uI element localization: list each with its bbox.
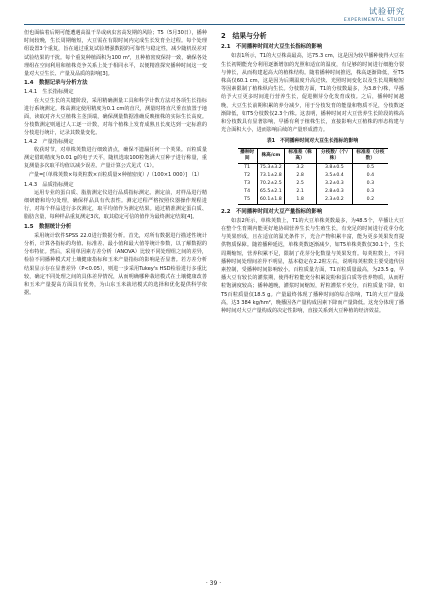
section-heading-1-4-3: 1.4.3 品质指标测定 [24,181,74,188]
section-heading-2-2: 2.2 不同播种时间对大豆产量指标的影响 [221,208,323,215]
table-header: 标准差（分枝数） [353,148,388,163]
table-header: 播种时间 [240,149,255,161]
table-cell: 60.1±1.8 [257,196,284,205]
section-heading-1-4: 1.4 数据记录与分析方法 [24,80,88,87]
paragraph: 但也面临着后期可能遭遇高温干旱或病虫害高发期的风险；T5（5月30日），播种时间较晚，生长周期缩短，大豆需在有限时间内完成生长发育全过程。每个处理组设置3个重复，旨在通过重复试验增强数据的可靠性与稳定性，减少随机误差对试验结果的干扰。每个重复种植面积为100 m²，且种植密度保持一致，确保各处理组在空间利用和植株竞争关系上处于相同水平，以便精准探究播种时间这一变量对大豆生长、产量及品质的影响[3]。 [24,30,207,78]
table-cell: 0.5 [353,163,388,172]
growth-table [238,148,388,205]
table-cell: 70.2±2.5 [257,180,284,188]
table-cell: 75.3±3.2 [257,163,284,172]
table-header: 株高/cm [257,148,284,163]
table-cell: 3.2±0.3 [316,180,353,188]
section-heading-1-4-2: 1.4.2 产量指标测定 [24,138,74,145]
section-heading-1-4-1: 1.4.1 生长指标测定 [24,89,74,96]
table-cell: 3.5±0.4 [316,172,353,180]
section-heading-2-1: 2.1 不同播种时间对大豆生长指标的影响 [221,44,323,51]
table-cell: 73.1±2.8 [257,172,284,180]
header-title-en: EXPERIMENTAL STUDY [343,18,405,23]
table-row [238,180,388,188]
table-cell: 0.2 [353,196,388,205]
table-cell: 2.3±0.2 [316,196,353,205]
paragraph: 如表1所示，T1的大豆株高最高，达75.3 cm，这是因为较早播种使得大豆在生长初期能充分利用逐渐增加的光照和适宜的温度，有足够的时间进行细胞分裂与伸长，从而构建起高大的植株结构。随着播种时间推迟，株高逐渐降低，至T5株高仅60.1 cm，这是因为后期温度升高过快、光照时间变化以及生长周期缩短等因素限制了植株纵向生长。分枝数方面，T1的分枝数最多，为3.8个/株，早播给予大豆更多时间进行营养生长，促进侧芽分化发育成枝。之后，播种时间越晚，大豆生长前期积累的养分减少，用于分枝发育的能量和物质不足，分枝数逐渐降低，如T5分枝数仅2.3个/株。这表明，播种时间对大豆营养生长阶段的株高和分枝数具有显著影响，早播有利于植株生长，直接影响大豆植株的形态构建与光合面积大小，进而影响后续的产量形成潜力。 [221,53,404,134]
table-row [238,188,388,196]
paragraph: 收获时节，对单株荚数进行细致清点，确保不遗漏任何一个荚果。百粒质量测定借助精度为0.01 g的电子天平，随机选取100粒饱满大豆种子进行称量，重复测量多次取平均值以减少误差。产量计算公式见式（1）。 [24,146,207,170]
table-cell: 0.3 [353,188,388,196]
formula-number: （1） [188,172,203,179]
table-cell: T3 [244,180,251,186]
table-cell: T1 [244,164,251,170]
formula [24,171,207,179]
table-cell: 2.1 [284,188,316,196]
table-cell: 0.3 [353,180,388,188]
paragraph: 运用专业的蛋白质、脂肪测定仪进行品质指标测定。测定前，对样品进行精细研磨和均匀处理，确保样品具有代表性。测定过程严格按照仪器操作规程进行，对每个样品进行多次测定，取平均值作为测定结果。通过精准测定蛋白质、脂肪含量，每种样品重复测定3次，取其稳定可信的值作为最终测定结果[4]。 [24,189,207,221]
table-cell: T4 [244,188,251,194]
table-cell: T5 [244,196,251,202]
paragraph: 采用统计软件SPSS 22.0进行数据分析。首先，对所有数据进行描述性统计分析，计算各指标的均值、标准差、最小值和最大值等统计参数，以了解数据的分布特征。然后，采用单因素方差分析（ANOVA）比较不同处理组之间的差异，检验不同播种模式对土壤健康指标和玉米产量指标的影响是否显著。若方差分析结果显示存在显著差异（P<0.05），则进一步采用Tukey's HSD检验进行多重比较，确定不同处理之间的具体差异情况，从而明确哪种栽培模式在土壤健康改善和玉米产量提高方面具有优势，为山东玉米栽培模式的选择和优化提供科学依据。 [24,232,207,297]
table-cell: 1.8 [284,196,316,205]
table-row [238,172,388,180]
table-header: 标准差（株高） [284,148,316,163]
right-column [221,29,404,315]
left-column [24,29,207,298]
table-cell: 2.8 [284,172,316,180]
formula-text: 产量=[（单株荚数×每荚粒数×百粒质量×种植密度）/（100×1 000）] [28,172,188,179]
table-caption: 表1 不同播种时间对大豆生长指标的影响 [266,138,359,145]
paragraph: 如表2所示，单株荚数上，T1的大豆单株荚数最多，为48.5个，早播让大豆在整个生育期内能更好地协调营养生长与生殖生长，有充足的时间进行花芽分化与荚果形成，且在适宜的温光条件下，光合产物积累丰富，能为更多荚果发育提供物质保障。随着播种延迟，单株荚数逐渐减少，如T5单株荚数仅30.1个，生长周期缩短，营养积累不足，限制了花芽分化数量与荚果发育。每荚粒数上，不同播种时间处理间差异不明显，基本稳定在2.2粒左右，说明每荚粒数主要受遗传因素控制，受播种时间影响较小。百粒质量方面，T1百粒质量最高，为23.5 g，早播大豆有较长的灌浆期，使得籽粒能充分积累淀粉和蛋白质等营养物质，从而籽粒饱满度较高；播种越晚，灌浆时间缩短，籽粒灌浆不充分，百粒质量下降，如T5百粒质量仅18.5 g。产量最终体现了播种时间的综合影响，T1的大豆产量最高，达3 384 kg/hm²，晚播因各产量构成因素下降而产量降低。这充分体现了播种时间对大豆产量构成的决定性影响，直接关系到大豆种植的经济效益。 [221,217,404,315]
table-cell: 0.4 [353,172,388,180]
paragraph: 在大豆生长的关键阶段，采用精确测量工具和科学计数方法对各项生长指标进行系统测定。株高测定使用精度为0.1 cm的直尺，测量时将直尺垂直放置于地面，读取对齐大豆植株主茎顶端，确保测量数据准确反映植株的实际生长高度。分枝数测定则通过人工逐一计数，对每个植株上发育成熟且长度达到一定标准的分枝进行统计，记录其数量变化。 [24,97,207,137]
page-header [344,6,405,23]
table-cell: 2.5 [284,180,316,188]
table-header-row [238,148,388,163]
table-cell: 2.8±0.3 [316,188,353,196]
table-cell: 65.5±2.1 [257,188,284,196]
section-heading-1-5: 1.5 数据统计分析 [24,223,72,230]
page-number: · 39 · [205,580,222,587]
table-header: 分枝数/（个/株） [316,148,353,163]
table-cell: T2 [244,172,251,178]
header-title-cn: 试验研究 [369,7,405,16]
table-row [238,196,388,205]
section-heading-2: 2 结果与分析 [221,32,267,40]
table-cell: 3.2 [284,163,316,172]
table-cell: 3.8±0.5 [316,163,353,172]
table-row [238,163,388,172]
header-rule [24,24,405,25]
